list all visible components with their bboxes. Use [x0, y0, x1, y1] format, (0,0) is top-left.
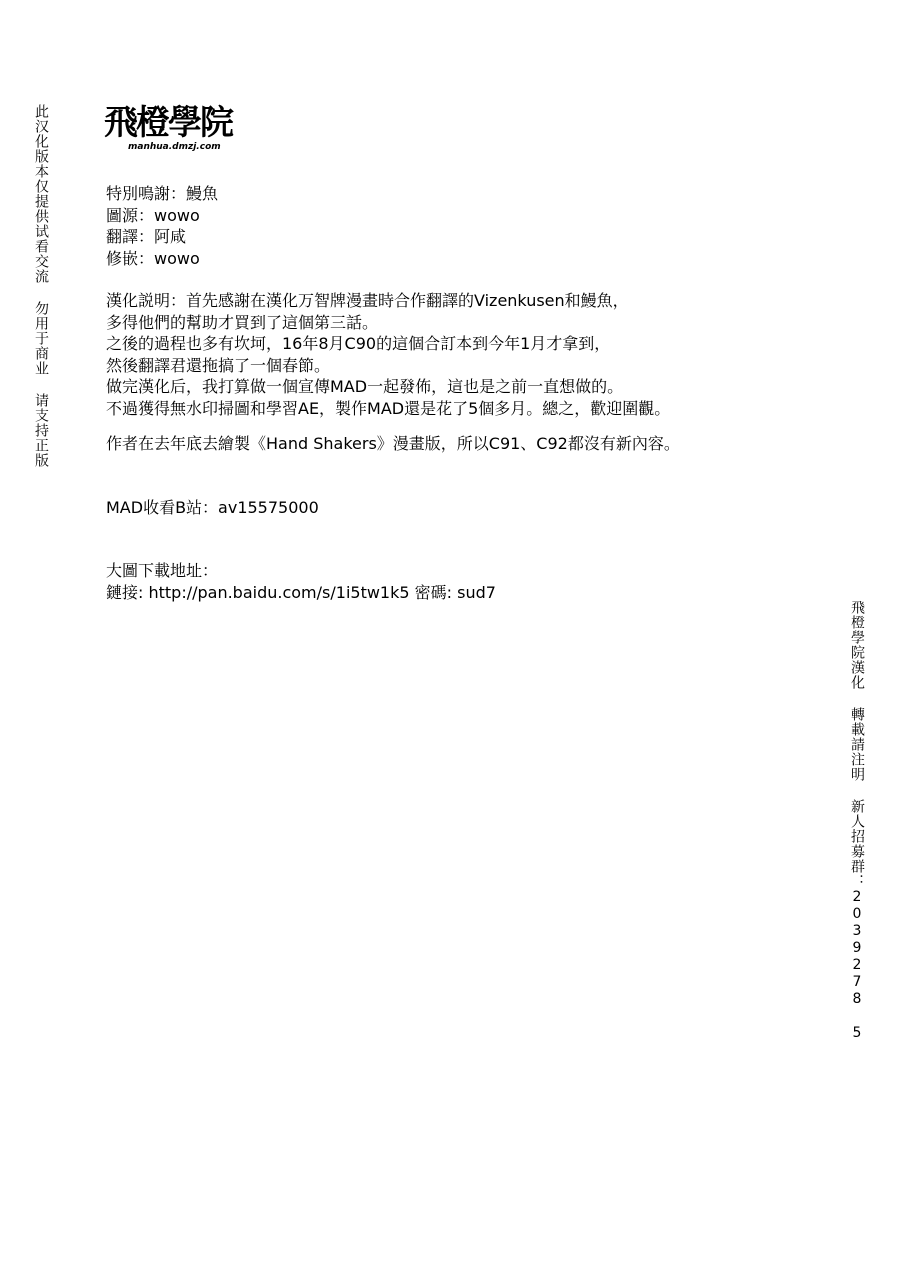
- note-line-1: 漢化説明：首先感謝在漢化万智牌漫畫時合作翻譯的Vizenkusen和鰻魚，: [106, 291, 629, 310]
- logo-subtitle: manhua.dmzj.com: [128, 142, 221, 152]
- credit-source: 圖源：wowo: [106, 205, 200, 225]
- author-note: 作者在去年底去繪製《Hand Shakers》漫畫版，所以C91、C92都沒有新內容。: [106, 434, 680, 453]
- main-content: [106, 183, 826, 603]
- credit-thanks: 特別鳴謝：鰻魚: [106, 184, 219, 203]
- note-line-6: 不過獲得無水印掃圖和學習AE，製作MAD還是花了5個多月。總之，歡迎圍觀。: [106, 398, 671, 418]
- download-link[interactable]: 鏈接: http://pan.baidu.com/s/1i5tw1k5 密碼: sud7: [106, 582, 496, 602]
- note-line-4: 然後翻譯君還拖搞了一個春節。: [106, 355, 331, 375]
- note-line-5: 做完漢化后，我打算做一個宣傳MAD一起發佈，這也是之前一直想做的。: [106, 377, 624, 396]
- logo-title: 飛橙學院: [104, 103, 232, 143]
- group-logo: [104, 103, 234, 168]
- left-vertical-notice: 此汉化版本仅提供试看交流 勿用于商业 请支持正版: [33, 104, 49, 468]
- credit-translator: 翻譯：阿咸: [106, 227, 187, 246]
- note-line-2: 多得他們的幫助才買到了這個第三話。: [106, 312, 379, 332]
- mad-info: MAD收看B站：av15575000: [106, 497, 319, 517]
- download-title: 大圖下載地址：: [106, 561, 219, 580]
- right-vertical-notice: 飛橙學院漢化 轉載請注明 新人招募群：2039278 5: [849, 600, 865, 1042]
- credit-editor: 修嵌：wowo: [106, 248, 200, 268]
- note-line-3: 之後的過程也多有坎坷，16年8月C90的這個合訂本到今年1月才拿到，: [106, 334, 611, 353]
